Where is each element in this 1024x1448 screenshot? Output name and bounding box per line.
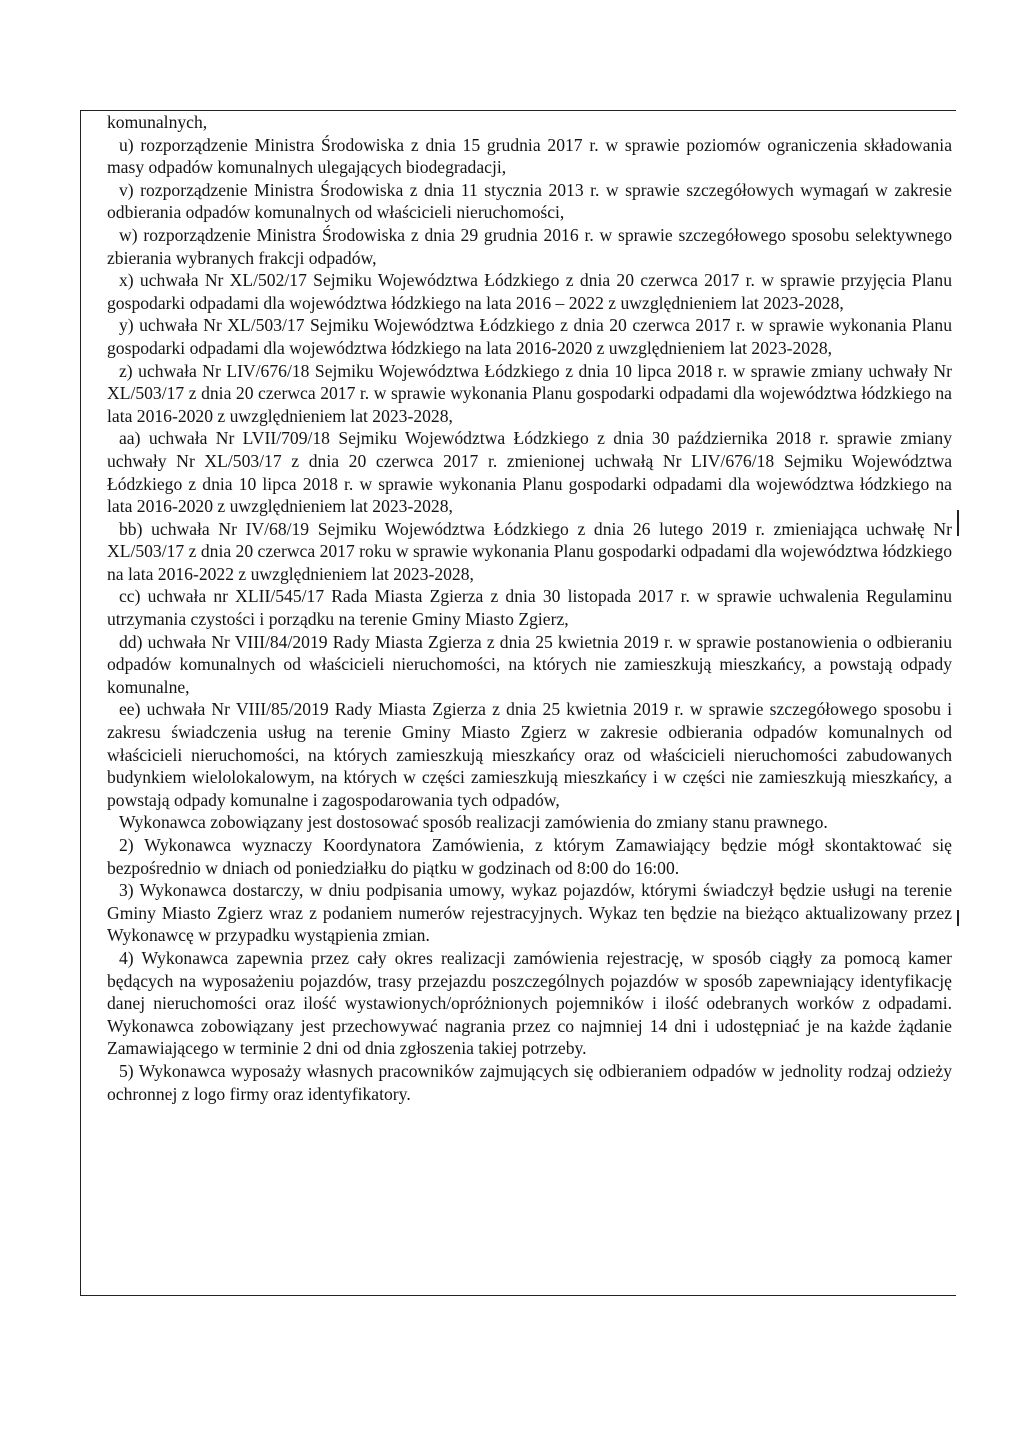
document-body: [107, 111, 952, 1105]
list-item-y: y) uchwała Nr XL/503/17 Sejmiku Województwa Łódzkiego z dnia 20 czerwca 2017 r. w sprawie wykonania Planu gospodarki odpadami dla województwa łódzkiego na lata 2016-2020 z uwzględnieniem lat 2023-2028,: [107, 315, 952, 358]
list-item-bb: bb) uchwała Nr IV/68/19 Sejmiku Województwa Łódzkiego z dnia 26 lutego 2019 r. zmieniająca uchwałę Nr XL/503/17 z dnia 20 czerwca 2017 roku w sprawie wykonania Planu gospodarki odpadami dla województwa łódzkiego na lata 2016-2022 z uwzględnieniem lat 2023-2028,: [107, 518, 952, 584]
numbered-item-4: 4) Wykonawca zapewnia przez cały okres realizacji zamówienia rejestrację, w sposób ciągły za pomocą kamer będących na wyposażeniu pojazdów, trasy przejazdu poszczególnych pojazdów w sposób zapewniający identyfikację danej nieruchomości oraz ilość wystawionych/opróżnionych pojemników i ilość odebranych worków z odpadami. Wykonawca zobowiązany jest przechowywać nagrania przez co najmniej 14 dni i udostępniać je na każde żądanie Zamawiającego w terminie 2 dni od dnia zgłoszenia takiej potrzeby.: [107, 947, 952, 1059]
list-item-aa: aa) uchwała Nr LVII/709/18 Sejmiku Województwa Łódzkiego z dnia 30 października 2018 r. sprawie zmiany uchwały Nr XL/503/17 z dnia 20 czerwca 2017 r. zmienionej uchwałą Nr LIV/676/18 Sejmiku Województwa Łódzkiego z dnia 10 lipca 2018 r. w sprawie wykonania Planu gospodarki odpadami dla województwa łódzkiego na lata 2016-2020 z uwzględnieniem lat 2023-2028,: [107, 428, 952, 517]
numbered-item-5: 5) Wykonawca wyposaży własnych pracowników zajmujących się odbieraniem odpadów w jednolity rodzaj odzieży ochronnej z logo firmy oraz identyfikatory.: [107, 1060, 952, 1104]
list-item-cc: cc) uchwała nr XLII/545/17 Rada Miasta Zgierza z dnia 30 listopada 2017 r. w sprawie uchwalenia Regulaminu utrzymania czystości i porządku na terenie Gminy Miasto Zgierz,: [107, 586, 952, 630]
list-item-x: x) uchwała Nr XL/502/17 Sejmiku Województwa Łódzkiego z dnia 20 czerwca 2017 r. w sprawie przyjęcia Planu gospodarki odpadami dla województwa łódzkiego na lata 2016 – 2022 z uwzględnieniem lat 2023-2028,: [107, 270, 952, 313]
list-item-w: w) rozporządzenie Ministra Środowiska z dnia 29 grudnia 2016 r. w sprawie szczegółowego sposobu selektywnego zbierania wybranych frakcji odpadów,: [107, 224, 952, 268]
margin-mark: [957, 510, 959, 536]
margin-mark: [957, 910, 959, 926]
list-item-dd: dd) uchwała Nr VIII/84/2019 Rady Miasta Zgierza z dnia 25 kwietnia 2019 r. w sprawie postanowienia o odbieraniu odpadów komunalnych od właścicieli nieruchomości, na których nie zamieszkują mieszkańcy, a powstają odpady komunalne,: [107, 631, 952, 697]
list-item-v: v) rozporządzenie Ministra Środowiska z dnia 11 stycznia 2013 r. w sprawie szczegółowych wymagań w zakresie odbierania odpadów komunalnych od właścicieli nieruchomości,: [107, 179, 952, 223]
list-item-u: u) rozporządzenie Ministra Środowiska z dnia 15 grudnia 2017 r. w sprawie poziomów ograniczenia składowania masy odpadów komunalnych ulegających biodegradacji,: [107, 134, 952, 178]
numbered-item-3: 3) Wykonawca dostarczy, w dniu podpisania umowy, wykaz pojazdów, którymi świadczył będzie usługi na terenie Gminy Miasto Zgierz wraz z podaniem numerów rejestracyjnych. Wykaz ten będzie na bieżąco aktualizowany przez Wykonawcę w przypadku wystąpienia zmian.: [107, 880, 952, 946]
list-item-ee: ee) uchwała Nr VIII/85/2019 Rady Miasta Zgierza z dnia 25 kwietnia 2019 r. w sprawie szczegółowego sposobu i zakresu świadczenia usług na terenie Gminy Miasto Zgierz w zakresie odbierania odpadów komunalnych od właścicieli nieruchomości, na których zamieszkują mieszkańcy oraz od właścicieli nieruchomości zabudowanych budynkiem wielolokalowym, na których w części zamieszkują mieszkańcy i w części nie zamieszkują mieszkańcy, a powstają odpady komunalne i zagospodarowania tych odpadów,: [107, 699, 952, 810]
paragraph-obligation: Wykonawca zobowiązany jest dostosować sposób realizacji zamówienia do zmiany stanu prawnego.: [119, 812, 828, 833]
paragraph-continuation: komunalnych,: [107, 112, 208, 132]
numbered-item-2: 2) Wykonawca wyznaczy Koordynatora Zamówienia, z którym Zamawiający będzie mógł skontaktować się bezpośrednio w dniach od poniedziałku do piątku w godzinach od 8:00 do 16:00.: [107, 835, 952, 878]
list-item-z: z) uchwała Nr LIV/676/18 Sejmiku Województwa Łódzkiego z dnia 10 lipca 2018 r. w sprawie zmiany uchwały Nr XL/503/17 z dnia 20 czerwca 2017 r. w sprawie wykonania Planu gospodarki odpadami dla województwa łódzkiego na lata 2016-2020 z uwzględnieniem lat 2023-2028,: [107, 360, 952, 426]
